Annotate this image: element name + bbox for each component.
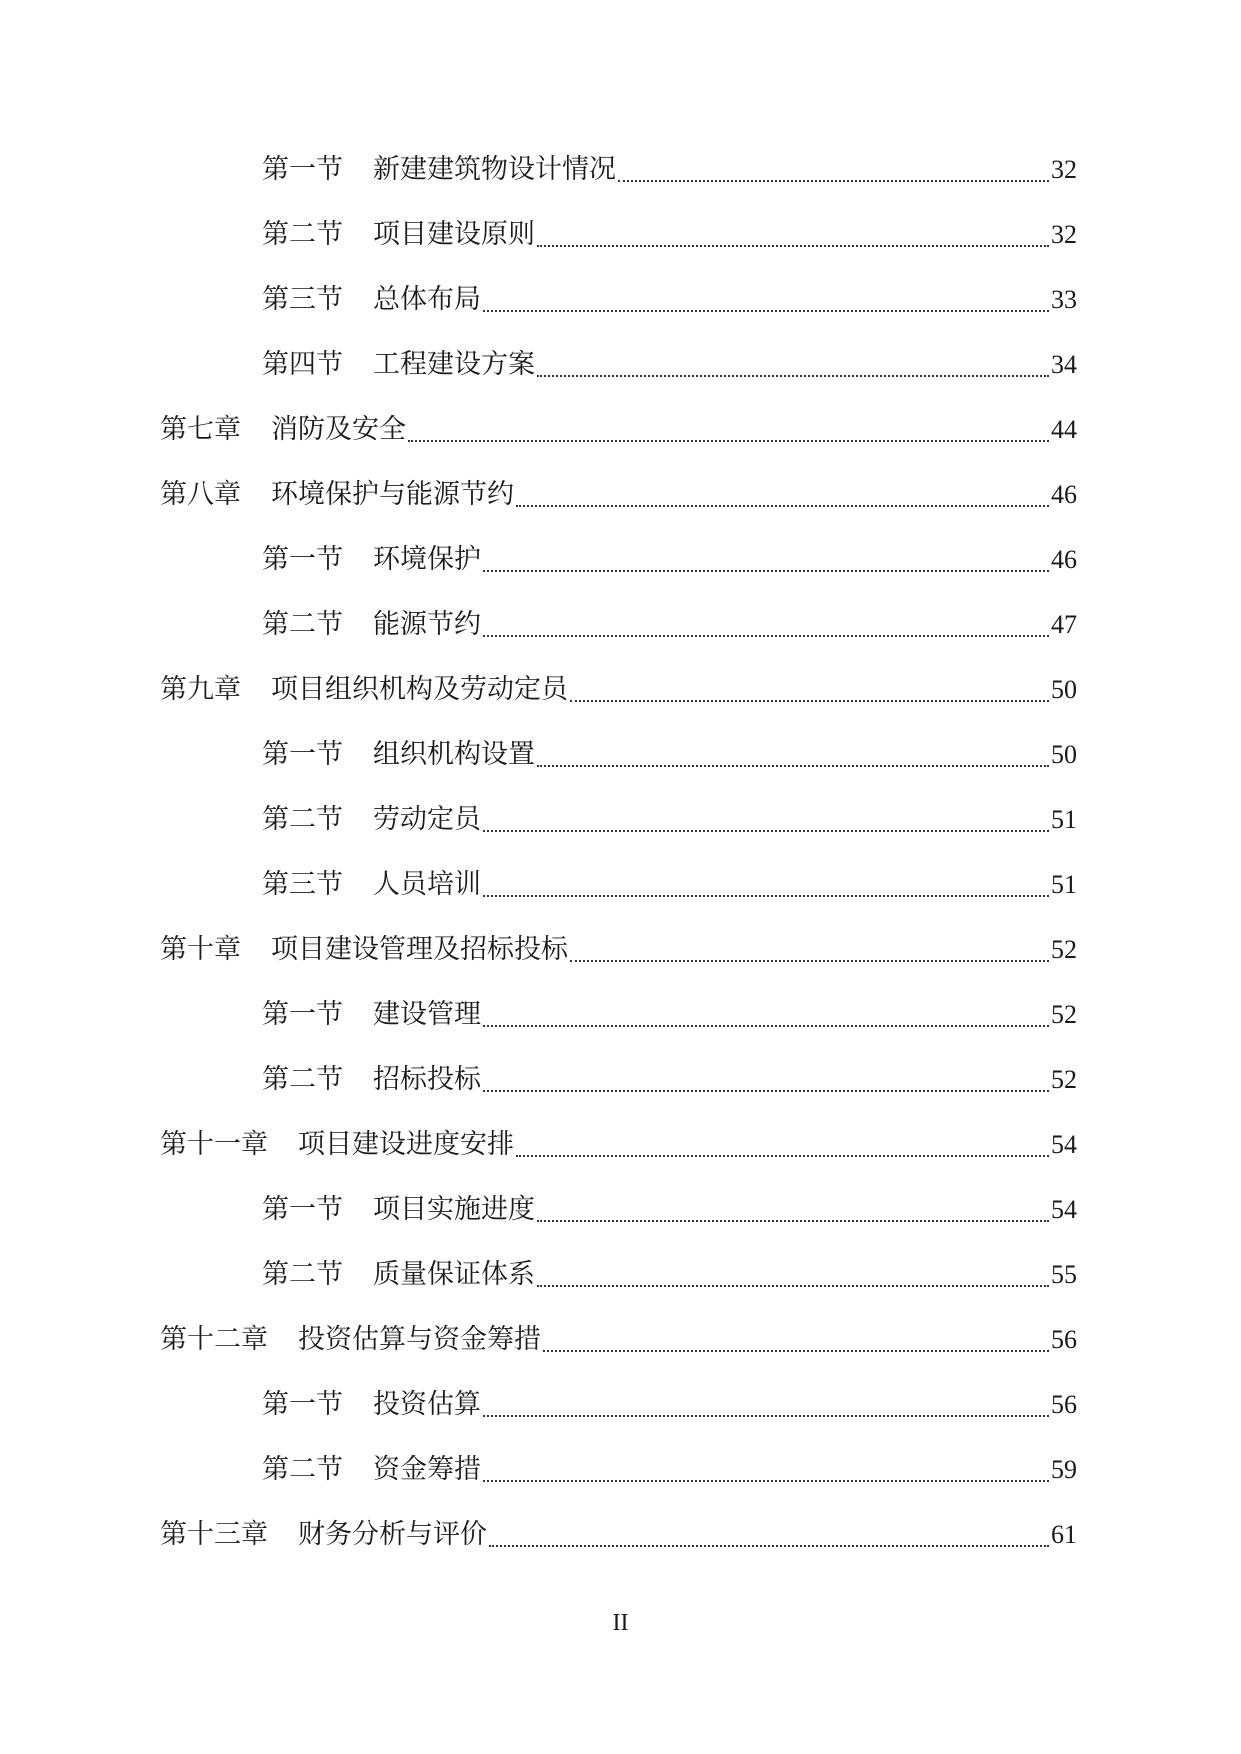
toc-entry-page-number: 46 — [1051, 480, 1077, 509]
toc-entry-line — [160, 932, 1241, 968]
dot-leader — [570, 960, 1049, 962]
toc-entry-title: 项目建设进度安排 — [298, 1129, 514, 1160]
toc-entry-number: 第二节 — [262, 1454, 343, 1485]
toc-entry-line — [262, 1062, 1241, 1098]
dot-leader — [543, 1350, 1049, 1352]
toc-entry-page-number: 51 — [1051, 870, 1077, 899]
toc-section-entry[interactable] — [0, 217, 1241, 282]
dot-leader — [483, 830, 1049, 832]
toc-section-entry[interactable] — [0, 347, 1241, 412]
dot-leader — [570, 700, 1049, 702]
dot-leader — [537, 1220, 1049, 1222]
toc-entry-page-number: 33 — [1051, 285, 1077, 314]
toc-entry-number: 第七章 — [160, 414, 241, 445]
toc-chapter-entry[interactable] — [0, 1517, 1241, 1582]
toc-entry-number: 第十章 — [160, 934, 241, 965]
dot-leader — [483, 895, 1049, 897]
dot-leader — [516, 1155, 1049, 1157]
dot-leader — [483, 1025, 1049, 1027]
toc-entry-page-number: 34 — [1051, 350, 1077, 379]
toc-entry-title: 项目建设管理及招标投标 — [271, 934, 568, 965]
toc-entry-number: 第十一章 — [160, 1129, 268, 1160]
toc-entry-number: 第一节 — [262, 1389, 343, 1420]
toc-entry-line — [262, 1192, 1241, 1228]
toc-entry-title: 工程建设方案 — [373, 349, 535, 380]
toc-section-entry[interactable] — [0, 1062, 1241, 1127]
toc-entry-line — [160, 1322, 1241, 1358]
toc-chapter-entry[interactable] — [0, 932, 1241, 997]
toc-entry-line — [262, 1257, 1241, 1293]
toc-entry-number: 第一节 — [262, 544, 343, 575]
page-number-footer: II — [612, 1610, 629, 1636]
toc-entry-title: 财务分析与评价 — [298, 1519, 487, 1550]
dot-leader — [408, 440, 1049, 442]
toc-section-entry[interactable] — [0, 997, 1241, 1062]
toc-entry-number: 第八章 — [160, 479, 241, 510]
toc-entry-line — [160, 412, 1241, 448]
dot-leader — [483, 635, 1049, 637]
toc-entry-number: 第四节 — [262, 349, 343, 380]
toc-entry-number: 第十三章 — [160, 1519, 268, 1550]
toc-chapter-entry[interactable] — [0, 1322, 1241, 1387]
toc-entry-title: 新建建筑物设计情况 — [373, 154, 616, 185]
table-of-contents — [0, 152, 1241, 1582]
dot-leader — [618, 180, 1049, 182]
dot-leader — [483, 1415, 1049, 1417]
toc-entry-page-number: 46 — [1051, 545, 1077, 574]
toc-entry-number: 第一节 — [262, 154, 343, 185]
toc-entry-page-number: 55 — [1051, 1260, 1077, 1289]
toc-entry-number: 第二节 — [262, 804, 343, 835]
dot-leader — [483, 1480, 1049, 1482]
dot-leader — [537, 1285, 1049, 1287]
toc-entry-number: 第九章 — [160, 674, 241, 705]
toc-entry-line — [262, 867, 1241, 903]
toc-entry-title: 项目组织机构及劳动定员 — [271, 674, 568, 705]
toc-chapter-entry[interactable] — [0, 412, 1241, 477]
toc-section-entry[interactable] — [0, 282, 1241, 347]
toc-entry-line — [262, 152, 1241, 188]
toc-entry-page-number: 52 — [1051, 935, 1077, 964]
toc-entry-line — [262, 737, 1241, 773]
toc-entry-title: 消防及安全 — [271, 414, 406, 445]
toc-entry-title: 投资估算与资金筹措 — [298, 1324, 541, 1355]
toc-chapter-entry[interactable] — [0, 477, 1241, 542]
toc-entry-number: 第二节 — [262, 219, 343, 250]
toc-entry-line — [262, 542, 1241, 578]
toc-section-entry[interactable] — [0, 1387, 1241, 1452]
toc-entry-page-number: 32 — [1051, 220, 1077, 249]
toc-entry-line — [262, 282, 1241, 318]
toc-entry-title: 质量保证体系 — [373, 1259, 535, 1290]
toc-entry-page-number: 51 — [1051, 805, 1077, 834]
toc-entry-title: 组织机构设置 — [373, 739, 535, 770]
toc-entry-title: 项目实施进度 — [373, 1194, 535, 1225]
toc-entry-line — [262, 1387, 1241, 1423]
toc-entry-title: 招标投标 — [373, 1064, 481, 1095]
toc-entry-page-number: 54 — [1051, 1195, 1077, 1224]
toc-section-entry[interactable] — [0, 152, 1241, 217]
toc-section-entry[interactable] — [0, 607, 1241, 672]
toc-section-entry[interactable] — [0, 542, 1241, 607]
toc-entry-title: 建设管理 — [373, 999, 481, 1030]
toc-chapter-entry[interactable] — [0, 1127, 1241, 1192]
toc-section-entry[interactable] — [0, 1452, 1241, 1517]
toc-entry-line — [262, 607, 1241, 643]
toc-entry-title: 能源节约 — [373, 609, 481, 640]
dot-leader — [516, 505, 1049, 507]
toc-entry-line — [262, 217, 1241, 253]
toc-entry-title: 环境保护 — [373, 544, 481, 575]
toc-entry-page-number: 59 — [1051, 1455, 1077, 1484]
toc-entry-number: 第一节 — [262, 739, 343, 770]
toc-entry-page-number: 32 — [1051, 155, 1077, 184]
toc-entry-line — [262, 347, 1241, 383]
toc-entry-page-number: 56 — [1051, 1390, 1077, 1419]
toc-entry-page-number: 50 — [1051, 675, 1077, 704]
toc-section-entry[interactable] — [0, 802, 1241, 867]
toc-entry-title: 劳动定员 — [373, 804, 481, 835]
toc-entry-number: 第二节 — [262, 1064, 343, 1095]
dot-leader — [483, 310, 1049, 312]
toc-chapter-entry[interactable] — [0, 672, 1241, 737]
toc-entry-number: 第三节 — [262, 869, 343, 900]
toc-entry-page-number: 56 — [1051, 1325, 1077, 1354]
toc-entry-number: 第三节 — [262, 284, 343, 315]
dot-leader — [537, 245, 1049, 247]
toc-entry-page-number: 52 — [1051, 1000, 1077, 1029]
dot-leader — [537, 765, 1049, 767]
dot-leader — [483, 570, 1049, 572]
toc-section-entry[interactable] — [0, 867, 1241, 932]
toc-entry-page-number: 50 — [1051, 740, 1077, 769]
toc-entry-number: 第二节 — [262, 609, 343, 640]
toc-entry-page-number: 44 — [1051, 415, 1077, 444]
toc-entry-title: 投资估算 — [373, 1389, 481, 1420]
toc-entry-number: 第一节 — [262, 999, 343, 1030]
toc-entry-page-number: 52 — [1051, 1065, 1077, 1094]
toc-entry-page-number: 54 — [1051, 1130, 1077, 1159]
toc-entry-line — [160, 477, 1241, 513]
toc-entry-line — [262, 802, 1241, 838]
toc-entry-title: 总体布局 — [373, 284, 481, 315]
dot-leader — [483, 1090, 1049, 1092]
toc-entry-line — [160, 1127, 1241, 1163]
toc-section-entry[interactable] — [0, 1192, 1241, 1257]
toc-entry-page-number: 47 — [1051, 610, 1077, 639]
toc-entry-line — [160, 1517, 1241, 1553]
toc-section-entry[interactable] — [0, 737, 1241, 802]
toc-entry-number: 第一节 — [262, 1194, 343, 1225]
toc-section-entry[interactable] — [0, 1257, 1241, 1322]
toc-entry-title: 资金筹措 — [373, 1454, 481, 1485]
dot-leader — [489, 1545, 1049, 1547]
toc-entry-title: 人员培训 — [373, 869, 481, 900]
toc-entry-number: 第二节 — [262, 1259, 343, 1290]
toc-entry-page-number: 61 — [1051, 1520, 1077, 1549]
toc-entry-title: 环境保护与能源节约 — [271, 479, 514, 510]
toc-entry-line — [160, 672, 1241, 708]
toc-entry-title: 项目建设原则 — [373, 219, 535, 250]
toc-entry-line — [262, 997, 1241, 1033]
dot-leader — [537, 375, 1049, 377]
toc-entry-number: 第十二章 — [160, 1324, 268, 1355]
toc-entry-line — [262, 1452, 1241, 1488]
